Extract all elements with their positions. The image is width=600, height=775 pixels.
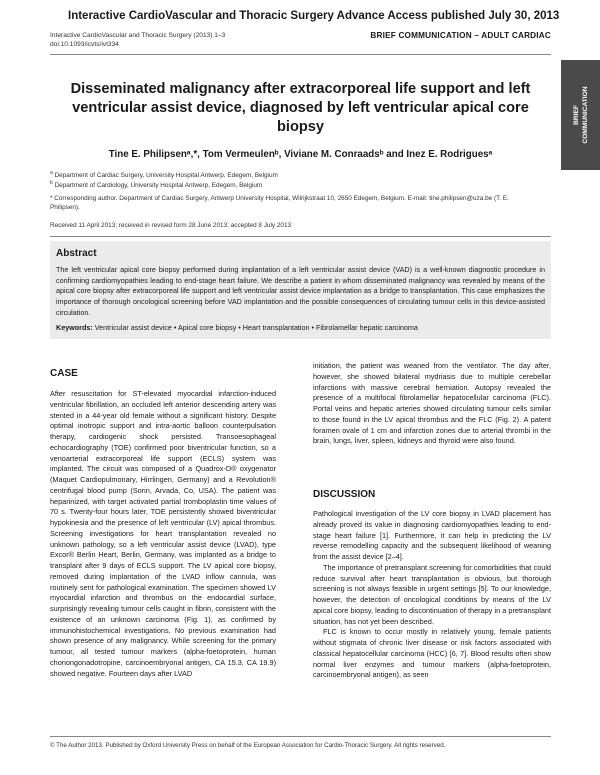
footer-divider (50, 736, 551, 737)
keywords-line (56, 323, 545, 332)
discussion-paragraph-3: FLC is known to occur mostly in relatively young, female patients without stigmata of chronic liver disease or risk factors associated with classical hepatocellular carcinoma (HCC) [6, 7]. Blood results often show normal liver enzymes and tumour markers (alpha-foetoprotein, carcinoembryonal antigen), as seen (313, 627, 551, 680)
case-continuation: initiation, the patient was weaned from the ventilator. The day after, however, she showed bilateral mydriasis due to multiple cerebellar infarctions with massive cerebral herniation. Autopsy revealed the presence of a multifocal fibrolamellar hepatocellular carcinoma (FLC). Portal veins and hepatic arteries showed circulating tumour cells similar to those found in the LV apical thrombus and the FLC (Fig. 2). A patent foramen ovale of 1 cm and infarction zones due to arterial thrombi in the brain, lungs, liver, spleen, kidneys and thyroid were also found. (313, 361, 551, 446)
right-column-text (313, 361, 551, 447)
side-tab-line1: BRIEF (572, 105, 580, 125)
case-text (50, 389, 276, 679)
affiliation-text: Department of Cardiac Surgery, University Hospital Antwerp, Edegem, Belgium (54, 172, 278, 180)
advance-access-banner: Interactive CardioVascular and Thoracic Surgery Advance Access published July 30, 2013 (68, 10, 560, 22)
copyright-notice: © The Author 2013. Published by Oxford University Press on behalf of the European Association for Cardio-Thoracic Surgery. All rights reserved. (50, 742, 446, 749)
section-label: BRIEF COMMUNICATION – ADULT CARDIAC (370, 31, 551, 40)
side-tab-line2: COMMUNICATION (581, 86, 589, 144)
article-title: Disseminated malignancy after extracorporeal life support and left ventricular assist device, diagnosed by left ventricular apical core biopsy (70, 81, 531, 135)
affiliation-marker: a (50, 170, 53, 176)
keywords-list: Ventricular assist device • Apical core biopsy • Heart transplantation • Fibrolamellar hepatic carcinoma (94, 323, 418, 332)
affiliation-b (50, 179, 262, 190)
affiliation-text: Department of Cardiology, University Hospital Antwerp, Edegem, Belgium (54, 182, 263, 190)
side-section-tab (561, 60, 600, 170)
abstract-body: The left ventricular apical core biopsy performed during implantation of a left ventricular assist device (VAD) is a well-known diagnostic procedure in confirming cardiomyopathies leading to end-stage heart failure. We describe a patient in whom disseminated malignancy was revealed by means of the apical core biopsy after extracorporeal life support and left ventricular assist device implantation as a bridge to transplantation. This case emphasizes the importance of thorough oncological screening before VAD implantation and the possible consequences of circulating tumour cells in this device-assisted circulation. (56, 265, 545, 317)
discussion-text (313, 509, 551, 681)
discussion-paragraph-2: The importance of pretransplant screening for comorbidities that could reduce survival after heart transplantation is obvious, but thorough screening is not always feasible in urgent settings [5]. To our knowledge, however, the detection of oncological conditions by means of the LV apical core biopsy, leading to discontinuation of therapy in a pretransplant situation, has not yet been described. (313, 562, 551, 626)
title-divider (50, 236, 551, 237)
journal-citation: Interactive CardioVascular and Thoracic Surgery (2013) 1–3 (50, 32, 226, 39)
discussion-heading: DISCUSSION (313, 489, 376, 500)
abstract-heading: Abstract (56, 248, 97, 259)
header-divider (50, 54, 551, 55)
discussion-paragraph-1: Pathological investigation of the LV core biopsy in LVAD placement has already proved its value in diagnosing cardiomyopathies leading to end-stage heart failure [1]. Furthermore, it can help in predicting the LV reverse remodelling capacity and the subsequent likelihood of weaning from the assist device [2–4]. (313, 509, 551, 561)
doi-line: doi:10.1093/icvts/ivt334 (50, 41, 119, 48)
received-dates: Received 11 April 2013; received in revised form 28 June 2013; accepted 8 July 2013 (50, 222, 292, 229)
affiliation-marker: b (50, 180, 53, 186)
keywords-label: Keywords: (56, 323, 93, 332)
corresponding-author: * Corresponding author. Department of Cardiac Surgery, Antwerp University Hospital, Wilrijkstraat 10, 2650 Edegem, Belgium. E-mail: tine.philipsen@uza.be (T. E. Philipsen). (50, 195, 509, 212)
author-list: Tine E. Philipsenᵃ,*, Tom Vermeulenᵇ, Viviane M. Conraadsᵇ and Inez E. Rodriguesᵃ (108, 149, 493, 160)
case-heading: CASE (50, 368, 78, 379)
case-paragraph: After resuscitation for ST-elevated myocardial infarction-induced ventricular fibrillation, an occluded left anterior descending artery was stented in a 44-year old female without a significant history. Despite optimal inotropic support and intra-aortic balloon counterpulsation therapy, cardiogenic shock persisted. Transoesophageal echocardiography (TOE) confirmed poor biventricular function, so a venoarterial extracorporeal life support (ECLS) system was implanted. The circuit was composed of a Quadrox-D® oxygenator (Maquet Cardiopulmonary, Hirrlingen, Germany) and a Revolution® centrifugal blood pump (Sorin, Arvada, Co, USA). The patient was heparinized, with target activated partial tromboplastin time values of 70 s. Twenty-four hours later, TOE persistently showed biventricular hypokinesia and the presence of left ventricular (LV) apical thrombus. Screening investigations for heart transplantation revealed no unknown pathology, so a left ventricular assist device (LVAD), type Excor® Berlin Heart, Berlin, Germany, was implanted as a bridge to transplant after 9 days of ECLS support. The LV apical core biopsy, removed during implantation of the LVAD inflow cannula, was routinely sent for pathological examination. The specimen showed LV myocardial infarction and thrombus on the endocardial surface, surprisingly revealing tumour cells caught in fibrin, consistent with the existence of an unknown carcinoma (Fig. 1), as confirmed by immunohistochemical investigations. No previous examination had shown presence of any malignancy. While screening for the primary tumour, all tested tumour markers (alpha-foetoprotein, human choriongonadotropine, carcinoembryonal antigen, CA 15.3, CA 19.9) showed negative. Fourteen days after LVAD (50, 389, 276, 678)
